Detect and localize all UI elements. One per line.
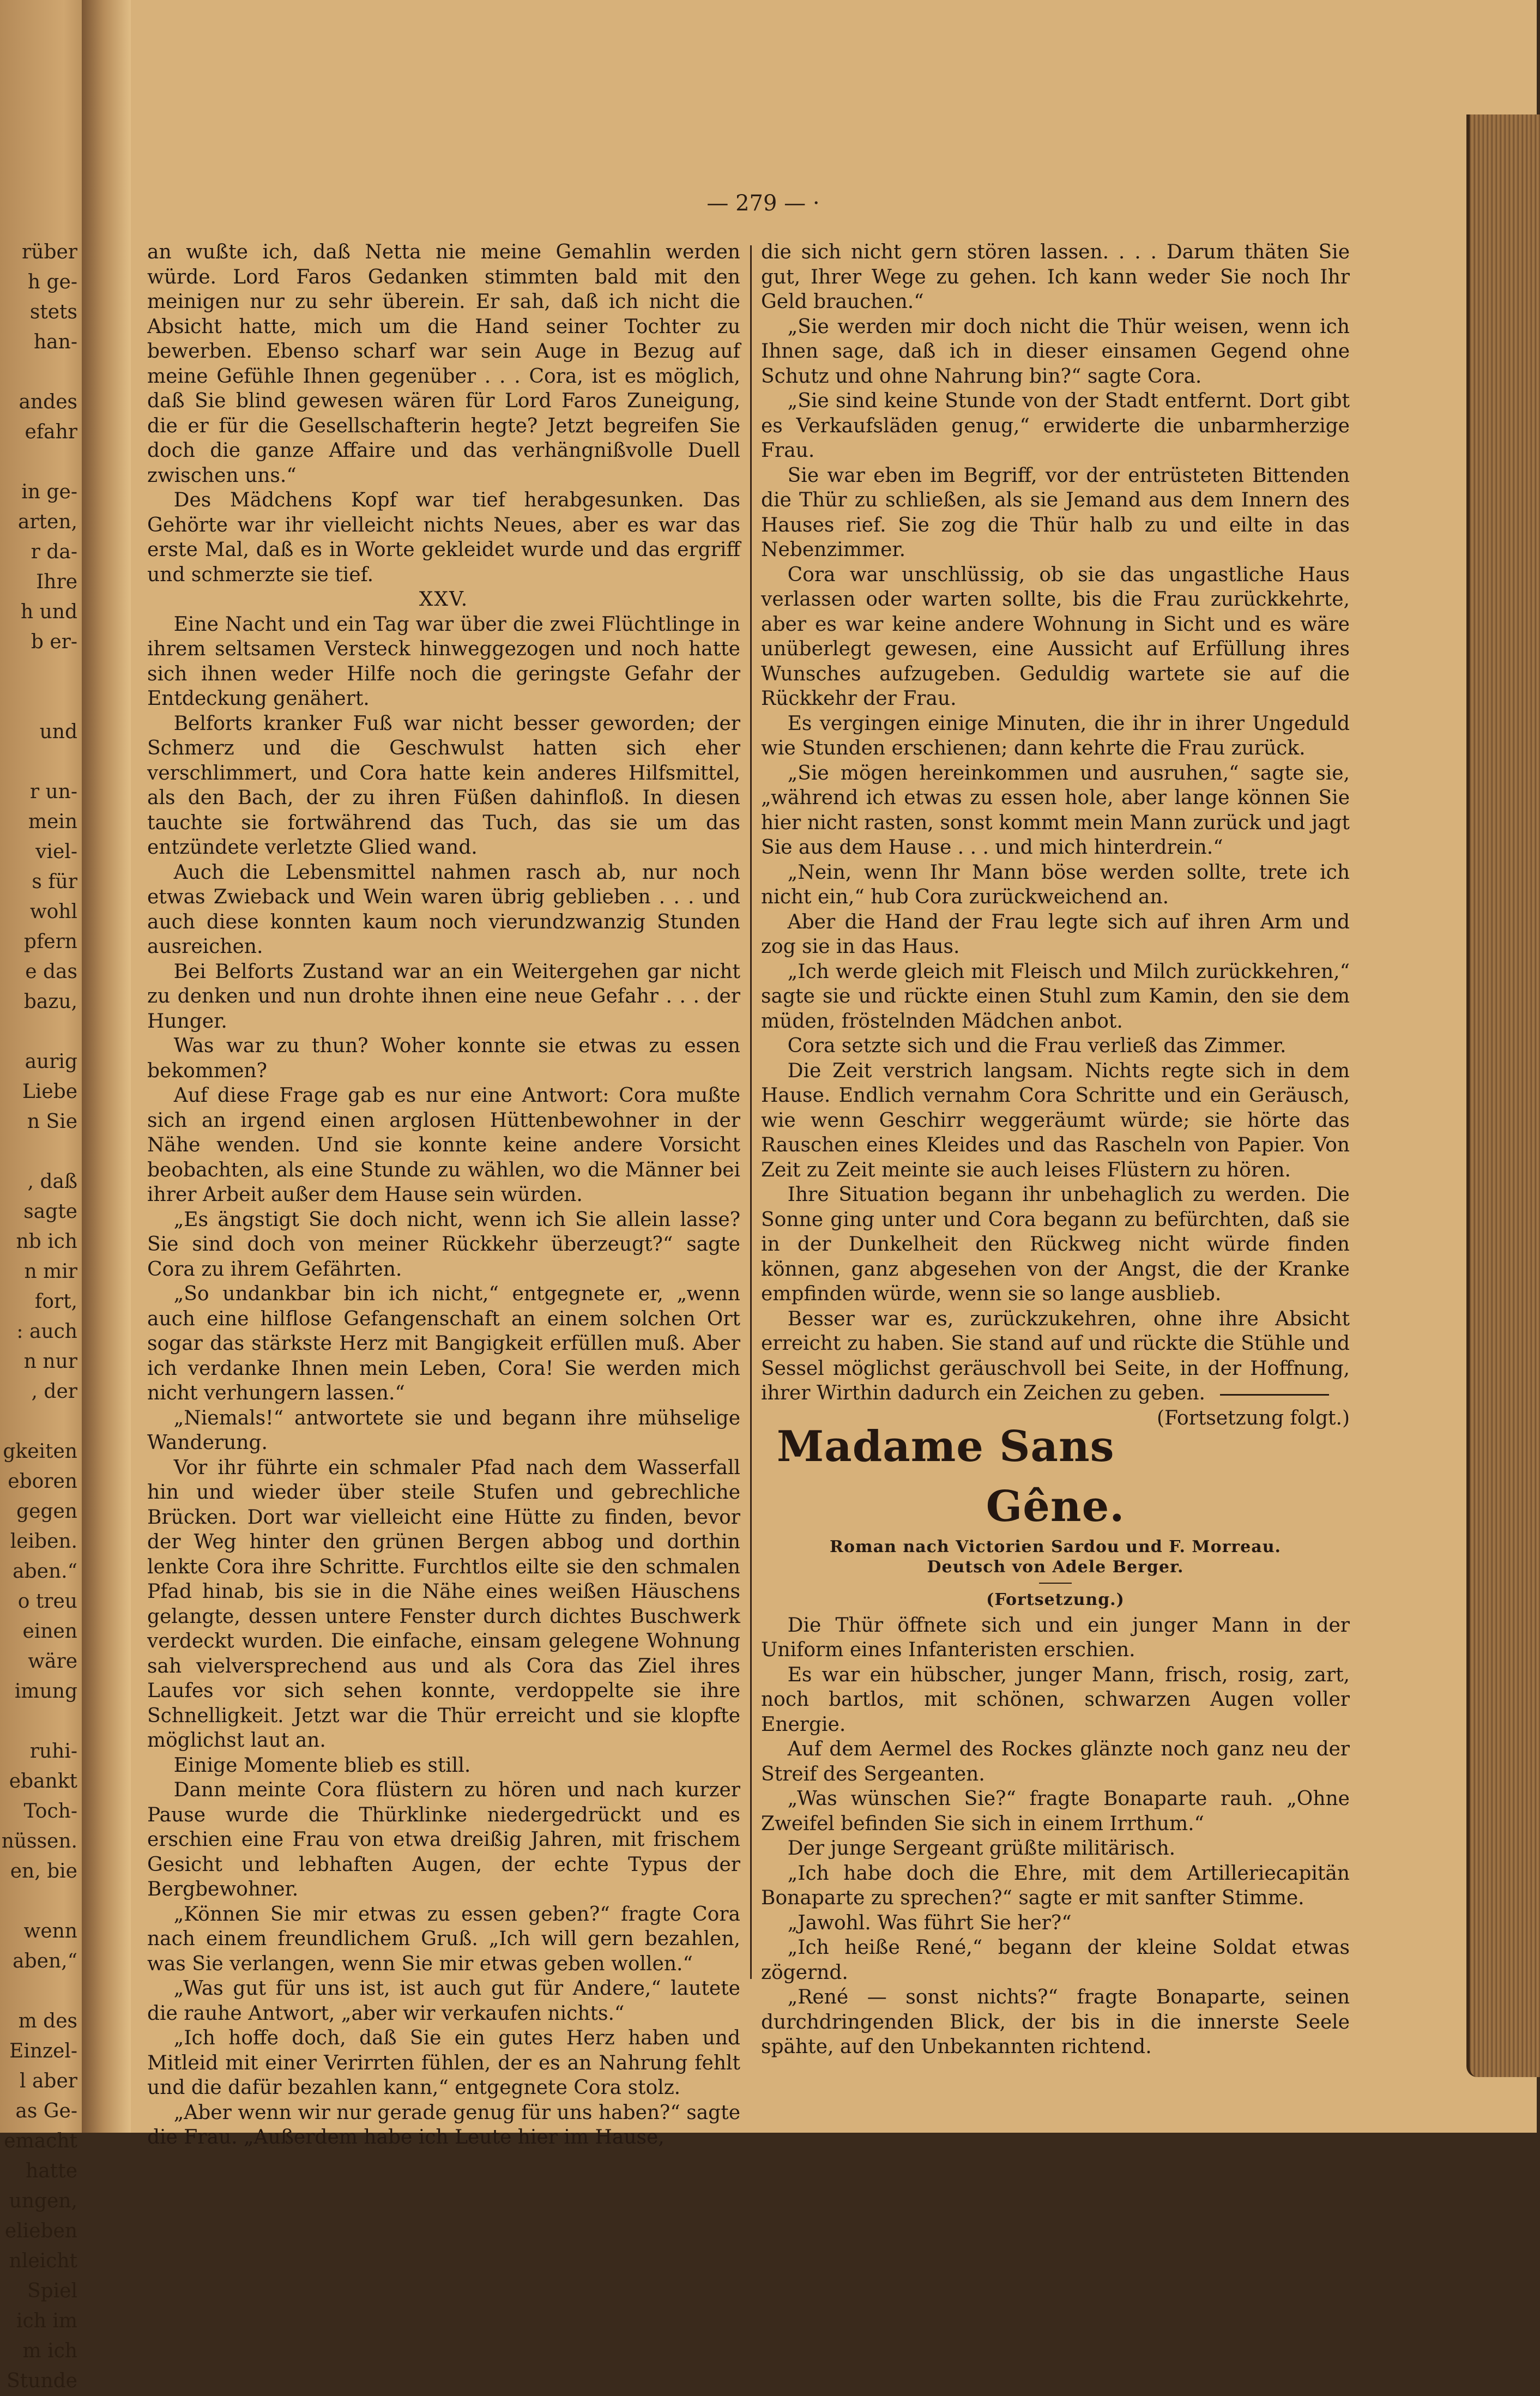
page-number: — 279 — ·: [706, 191, 820, 216]
paragraph: Es war ein hübscher, junger Mann, frisch, rosig, zart, noch bartlos, mit schönen, schwarzen Augen voller Energie.: [761, 1663, 1350, 1736]
page-stack-edge: [1466, 114, 1540, 2077]
paragraph: „Es ängstigt Sie doch nicht, wenn ich Sie allein lasse? Sie sind doch von meiner Rückkehr überzeugt?“ sagte Cora zu ihrem Gefährten.: [147, 1208, 740, 1281]
paragraph: Ihre Situation begann ihr unbehaglich zu werden. Die Sonne ging unter und Cora begann zu befürchten, daß sie in der Dunkelheit den Rückweg nicht würde finden können, ganz abgesehen von der Angst, die der Kranke empfinden würde, wenn sie so lange ausblieb.: [761, 1184, 1350, 1305]
paragraph: Auf diese Frage gab es nur eine Antwort: Cora mußte sich an irgend einen arglosen Hüttenbewohner in der Nähe wenden. Und sie konnte keine andere Vorsicht beobachten, als eine Stunde zu wählen, wo die Männer bei ihrer Arbeit außer dem Hause sein würden.: [147, 1084, 740, 1206]
paragraph: Dann meinte Cora flüstern zu hören und nach kurzer Pause wurde die Thürklinke niedergedrückt und es erschien eine Frau von etwa dreißig Jahren, mit frischem Gesicht und lebhaften Augen, der echte Typus der Bergbewohner.: [147, 1779, 740, 1900]
paragraph: „So undankbar bin ich nicht,“ entgegnete er, „wenn auch eine hilflose Gefangenschaft an einem solchen Ort sogar das stärkste Herz mit Bangigkeit erfüllen muß. Aber ich verdanke Ihnen mein Leben, Cora! Sie werden mich nicht verhungern lassen.“: [147, 1283, 740, 1404]
continuation-label: (Fortsetzung.): [986, 1590, 1125, 1609]
paragraph: „René — sonst nichts?“ fragte Bonaparte, seinen durchdringenden Blick, der bis in die innerste Seele spähte, auf den Unbekannten richtend.: [761, 1986, 1350, 2058]
paragraph: Auch die Lebensmittel nahmen rasch ab, nur noch etwas Zwieback und Wein waren übrig geblieben . . . und auch diese konnten kaum noch vierundzwanzig Stunden ausreichen.: [147, 861, 740, 958]
paragraph: Auf dem Aermel des Rockes glänzte noch ganz neu der Streif des Sergeanten.: [761, 1738, 1350, 1785]
paragraph: „Ich habe doch die Ehre, mit dem Artilleriecapitän Bonaparte zu sprechen?“ sagte er mit sanfter Stimme.: [761, 1862, 1350, 1909]
column-divider: [750, 245, 752, 1979]
paragraph: „Sie werden mir doch nicht die Thür weisen, wenn ich Ihnen sage, daß ich in dieser einsamen Gegend ohne Schutz und ohne Nahrung bin?“ sagte Cora.: [761, 315, 1350, 388]
paragraph: „Ich heiße René,“ begann der kleine Soldat etwas zögernd.: [761, 1936, 1350, 1984]
continuation-note: (Fortsetzung folgt.): [1157, 1407, 1350, 1429]
chapter-heading: XXV.: [419, 588, 469, 611]
paragraph: Die Zeit verstrich langsam. Nichts regte sich in dem Hause. Endlich vernahm Cora Schritte und ein Geräusch, wie wenn Geschirr weggeräumt würde; sie hörte das Rauschen eines Kleides und das Rascheln von Papier. Von Zeit zu Zeit meinte sie auch leises Flüstern zu hören.: [761, 1059, 1350, 1181]
paragraph: Eine Nacht und ein Tag war über die zwei Flüchtlinge in ihrem seltsamen Versteck hinweggezogen und noch hatte sich ihnen weder Hilfe noch die geringste Gefahr der Entdeckung genähert.: [147, 613, 740, 710]
paragraph: an wußte ich, daß Netta nie meine Gemahlin werden würde. Lord Faros Gedanken stimmten bald mit den meinigen nur zu sehr überein. Er sah, daß ich nicht die Absicht hatte, mich um die Hand seiner Tochter zu bewerben. Ebenso scharf war sein Auge in Bezug auf meine Gefühle Ihnen gegenüber . . . Cora, ist es möglich, daß Sie blind gewesen wären für Lord Faros Zuneigung, die er für die Gesellschafterin hegte? Jetzt begreifen Sie doch die ganze Affaire und das verhängnißvolle Duell zwischen uns.“: [147, 241, 740, 487]
paragraph: „Sie mögen hereinkommen und ausruhen,“ sagte sie, „während ich etwas zu essen hole, aber lange können Sie hier nicht rasten, sonst kommt mein Mann zurück und jagt Sie aus dem Hause . . . und mich hinterdrein.“: [761, 762, 1350, 859]
book-gutter: [82, 0, 131, 2133]
paragraph: „Nein, wenn Ihr Mann böse werden sollte, trete ich nicht ein,“ hub Cora zurückweichend an.: [761, 861, 1350, 908]
paragraph: „Was gut für uns ist, ist auch gut für Andere,“ lautete die rauhe Antwort, „aber wir verkaufen nichts.“: [147, 1977, 740, 2025]
paragraph: Belforts kranker Fuß war nicht besser geworden; der Schmerz und die Geschwulst hatten sich eher verschlimmert, und Cora hatte kein anderes Hilfsmittel, als den Bach, der zu ihren Füßen dahinfloß. In diesen tauchte sie fortwährend das Tuch, das sie um das entzündete verletzte Glied wand.: [147, 712, 740, 859]
byline-translator: Deutsch von Adele Berger.: [927, 1557, 1184, 1577]
facing-page-text-fragments: rüber h ge- stets han- andes efahr in ge- arten, r da- Ihre h und b er- und r un- mein viel- s für wohl pfern e das bazu, aurig Liebe n Sie , daß sagte nb ich n mir fort, : auch n nur , der gkeiten eboren gegen leiben. aben.“ o treu einen wäre imung ruhi- ebankt Toch- nüssen. en, bie wenn aben,“ m des Einzel- l aber as Ge- emacht hatte ungen, elieben nleicht Spiel ich im m ich Stunde: [1, 241, 77, 2392]
paragraph: Cora war unschlüssig, ob sie das ungastliche Haus verlassen oder warten sollte, bis die Frau zurückkehrte, aber es war keine andere Wohnung in Sicht und es wäre unüberlegt gewesen, eine Aussicht auf Erfüllung ihres Wunsches aufzugeben. Geduldig wartete sie auf die Rückkehr der Frau.: [761, 563, 1350, 710]
right-column: [761, 240, 1350, 2060]
story-title: Madame Sans Gêne.: [776, 1421, 1125, 1531]
paragraph: „Jawohl. Was führt Sie her?“: [787, 1911, 1072, 1934]
separator-rule: [1220, 1394, 1329, 1396]
byline-authors: Roman nach Victorien Sardou und F. Morreau.: [830, 1537, 1281, 1556]
paragraph: Bei Belforts Zustand war an ein Weitergehen gar nicht zu denken und nun drohte ihnen eine neue Gefahr . . . der Hunger.: [147, 960, 740, 1033]
paragraph: „Was wünschen Sie?“ fragte Bonaparte rauh. „Ohne Zweifel befinden Sie sich in einem Irrthum.“: [761, 1788, 1350, 1835]
paragraph: Sie war eben im Begriff, vor der entrüsteten Bittenden die Thür zu schließen, als sie Jemand aus dem Innern des Hauses rief. Sie zog die Thür halb zu und eilte in das Nebenzimmer.: [761, 464, 1350, 561]
paragraph-text: Besser war es, zurückzukehren, ohne ihre Absicht erreicht zu haben. Sie stand auf und rückte die Stühle und Sessel möglichst geräuschvoll bei Seite, in der Hoffnung, ihrer Wirthin dadurch ein Zeichen zu geben.: [761, 1307, 1350, 1404]
paragraph: „Aber wenn wir nur gerade genug für uns haben?“ sagte die Frau. „Außerdem habe ich Leute hier im Hause,: [147, 2101, 740, 2148]
paragraph: Des Mädchens Kopf war tief herabgesunken. Das Gehörte war ihr vielleicht nichts Neues, aber es war das erste Mal, daß es in Worte gekleidet wurde und das ergriff und schmerzte sie tief.: [147, 489, 740, 586]
paragraph: „Können Sie mir etwas zu essen geben?“ fragte Cora nach einem freundlichem Gruß. „Ich will gern bezahlen, was Sie verlangen, wenn Sie mir etwas geben wollen.“: [147, 1903, 740, 1975]
paragraph: „Sie sind keine Stunde von der Stadt entfernt. Dort gibt es Verkaufsläden genug,“ erwiderte die unbarmherzige Frau.: [761, 390, 1350, 462]
paragraph: Der junge Sergeant grüßte militärisch.: [787, 1837, 1176, 1860]
paragraph: Was war zu thun? Woher konnte sie etwas zu essen bekommen?: [147, 1035, 740, 1082]
paragraph: Cora setzte sich und die Frau verließ das Zimmer.: [787, 1035, 1287, 1057]
paragraph: „Ich werde gleich mit Fleisch und Milch zurückkehren,“ sagte sie und rückte einen Stuhl zum Kamin, den sie dem müden, fröstelnden Mädchen anbot.: [761, 960, 1350, 1033]
paragraph: Einige Momente blieb es still.: [173, 1754, 471, 1777]
paragraph: Vor ihr führte ein schmaler Pfad nach dem Wasserfall hin und wieder über steile Stufen und gebrechliche Brücken. Dort war vielleicht eine Hütte zu finden, bevor der Weg hinter den grünen Bergen abbog und dorthin lenkte Cora ihre Schritte. Furchtlos eilte sie den schmalen Pfad hinab, bis sie in die Nähe eines weißen Häuschens gelangte, dessen untere Fenster durch dichtes Buschwerk verdeckt wurden. Die einfache, einsam gelegene Wohnung sah vielversprechend aus und als Cora das Ziel ihres Laufes vor sich sehen konnte, verdoppelte sie ihre Schnelligkeit. Jetzt war die Thür erreicht und sie klopfte möglichst laut an.: [147, 1456, 740, 1752]
paragraph: Es vergingen einige Minuten, die ihr in ihrer Ungeduld wie Stunden erschienen; dann kehrte die Frau zurück.: [761, 712, 1350, 759]
byline-rule: [1039, 1583, 1072, 1584]
paragraph: „Ich hoffe doch, daß Sie ein gutes Herz haben und Mitleid mit einer Verirrten fühlen, der es an Nahrung fehlt und die dafür bezahlen kann,“ entgegnete Cora stolz.: [147, 2027, 740, 2099]
paragraph: [761, 1307, 1350, 1429]
paragraph: Die Thür öffnete sich und ein junger Mann in der Uniform eines Infanteristen erschien.: [761, 1614, 1350, 1661]
paragraph: Aber die Hand der Frau legte sich auf ihren Arm und zog sie in das Haus.: [761, 910, 1350, 958]
paragraph: „Niemals!“ antwortete sie und begann ihre mühselige Wanderung.: [147, 1407, 740, 1454]
left-column: [147, 240, 740, 2150]
paragraph: die sich nicht gern stören lassen. . . . Darum thäten Sie gut, Ihrer Wege zu gehen. Ich kann weder Sie noch Ihr Geld brauchen.“: [761, 241, 1350, 313]
